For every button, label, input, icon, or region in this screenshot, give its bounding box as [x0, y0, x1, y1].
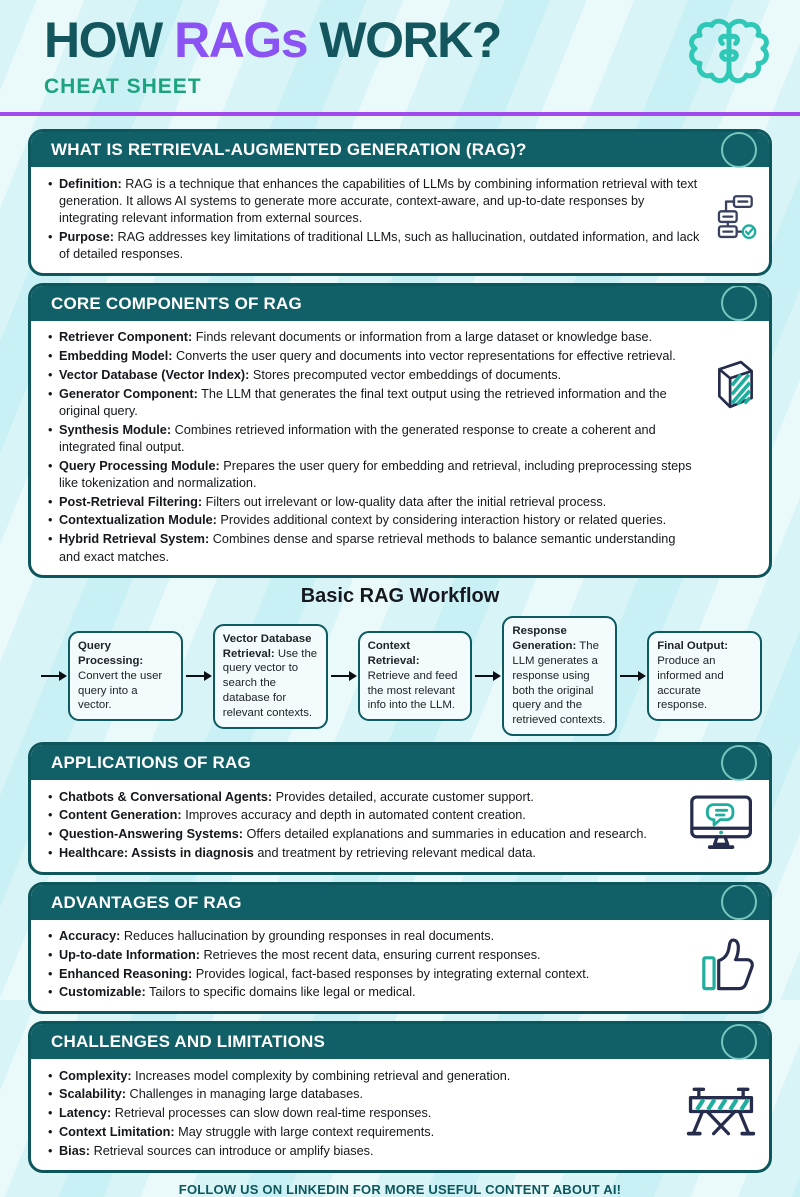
arrow-right-icon	[41, 675, 65, 677]
step-label: Response Generation:	[512, 625, 577, 653]
bullet-item	[59, 807, 665, 824]
bullet-text: Combines retrieved information with the generated response to create a coherent and integrated final output.	[59, 422, 656, 454]
bullet-label: Embedding Model:	[59, 349, 173, 364]
bullet-label: Scalability:	[59, 1087, 126, 1102]
bullet-item	[59, 422, 699, 457]
bullet-label: Chatbots & Conversational Agents:	[59, 789, 273, 804]
bullet-label: Query Processing Module:	[59, 458, 220, 473]
step-text: Convert the user query into a vector.	[78, 669, 163, 712]
bullet-list	[43, 329, 699, 565]
bullet-label: Bias:	[59, 1143, 91, 1158]
bullet-label: Enhanced Reasoning:	[59, 966, 193, 981]
bullet-item	[59, 512, 699, 529]
bullet-item	[59, 789, 665, 806]
section-header	[31, 885, 769, 920]
section-header	[31, 132, 769, 167]
bullet-text: Provides logical, fact-based responses by integrating external context.	[195, 966, 590, 981]
bullet-label: Generator Component:	[59, 386, 198, 401]
bullet-item	[59, 1143, 665, 1160]
bullet-list	[43, 928, 665, 1002]
bullet-text: Tailors to specific domains like legal or medical.	[149, 985, 416, 1000]
bullet-label: Retriever Component:	[59, 330, 193, 345]
bullet-item	[59, 329, 699, 346]
bullet-text: Increases model complexity by combining retrieval and generation.	[135, 1068, 511, 1083]
section-body	[31, 167, 769, 273]
thumbs-up-icon	[701, 932, 757, 999]
decorative-circle	[721, 884, 757, 920]
main-content	[0, 116, 800, 1197]
bullet-item	[59, 531, 699, 566]
decorative-circle	[721, 132, 757, 168]
bullet-label: Healthcare: Assists in diagnosis	[59, 845, 254, 860]
bullet-text: May struggle with large context requirements.	[178, 1125, 435, 1139]
section-title: CORE COMPONENTS OF RAG	[51, 293, 302, 313]
step-label: Vector Database Retrieval:	[222, 632, 312, 660]
bullet-text: Retrieval processes can slow down real-time responses.	[114, 1106, 432, 1121]
bullet-text: Stores precomputed vector embeddings of documents.	[252, 367, 562, 382]
bullet-label: Definition:	[59, 176, 122, 191]
bullet-text: Reduces hallucination by grounding responses in real documents.	[123, 929, 495, 944]
workflow-diagram	[28, 585, 772, 736]
bullet-text: Retrieval sources can introduce or amplify biases.	[93, 1143, 374, 1158]
section-title: APPLICATIONS OF RAG	[51, 753, 251, 773]
section-body	[31, 1059, 769, 1169]
workflow-step	[647, 631, 762, 721]
bullet-label: Up-to-date Information:	[59, 947, 200, 962]
bullet-item	[59, 367, 699, 384]
arrow-right-icon	[331, 675, 355, 677]
bullet-label: Post-Retrieval Filtering:	[59, 494, 203, 509]
bullet-item	[59, 494, 699, 511]
section-applications	[28, 742, 772, 875]
bullet-label: Content Generation:	[59, 808, 182, 823]
bullet-label: Contextualization Module:	[59, 513, 217, 528]
section-challenges	[28, 1021, 772, 1172]
step-text: The LLM generates a response using both the original query and the retrieved contexts.	[512, 640, 606, 727]
workflow-step	[358, 631, 473, 721]
bullet-item	[59, 845, 665, 862]
page-title	[44, 14, 760, 66]
bullet-text: Filters out irrelevant or low-quality data after the initial retrieval process.	[205, 494, 607, 509]
bullet-text: Combines dense and sparse retrieval methods to balance semantic understanding and exact matches.	[59, 532, 676, 564]
cube-icon	[705, 356, 757, 417]
section-core-components	[28, 283, 772, 578]
bullet-list	[43, 1068, 665, 1160]
workflow-step	[213, 624, 328, 729]
step-text: Retrieve and feed the most relevant info into the LLM.	[367, 669, 458, 712]
bullet-text: Improves accuracy and depth in automated content creation.	[185, 808, 526, 823]
section-what-is-rag	[28, 129, 772, 276]
workflow-steps	[28, 616, 772, 736]
bullet-item	[59, 928, 665, 945]
header	[0, 0, 800, 99]
workflow-title: Basic RAG Workflow	[300, 585, 500, 608]
step-text: Produce an informed and accurate response.	[657, 654, 724, 712]
bullet-item	[59, 1068, 665, 1085]
bullet-text: Prepares the user query for embedding and retrieval, including preprocessing steps like tokenization and normalization.	[59, 458, 692, 490]
decorative-circle	[721, 285, 757, 321]
bullet-label: Complexity:	[59, 1068, 132, 1083]
title-part1: HOW	[44, 12, 175, 68]
section-header	[31, 286, 769, 321]
bullet-item	[59, 458, 699, 493]
bullet-item	[59, 947, 665, 964]
bullet-label: Hybrid Retrieval System:	[59, 532, 210, 547]
arrow-right-icon	[186, 675, 210, 677]
bullet-label: Latency:	[59, 1106, 112, 1121]
bullet-label: Accuracy:	[59, 929, 121, 944]
decorative-circle	[721, 1024, 757, 1060]
arrow-right-icon	[620, 675, 644, 677]
step-label: Context Retrieval:	[367, 640, 420, 667]
section-title: CHALLENGES AND LIMITATIONS	[51, 1032, 326, 1052]
section-header	[31, 745, 769, 780]
workflow-check-icon	[711, 193, 757, 246]
step-label: Query Processing:	[78, 640, 144, 667]
bullet-item	[59, 229, 707, 264]
bullet-label: Vector Database (Vector Index):	[59, 367, 250, 382]
section-body	[31, 780, 769, 872]
monitor-chat-icon	[689, 793, 757, 858]
bullet-text: Provides additional context by considering interaction history or related queries.	[220, 513, 667, 528]
bullet-item	[59, 826, 665, 843]
bullet-text: Provides detailed, accurate customer support.	[275, 789, 534, 804]
bullet-item	[59, 348, 699, 365]
brain-icon	[686, 14, 772, 93]
section-title: WHAT IS RETRIEVAL-AUGMENTED GENERATION (RAG)?	[51, 140, 527, 159]
decorative-circle	[721, 745, 757, 781]
bullet-text: Retrieves the most recent data, ensuring current responses.	[203, 947, 541, 962]
bullet-item	[59, 176, 707, 228]
bullet-list	[43, 176, 707, 264]
bullet-item	[59, 1124, 665, 1141]
bullet-text: Converts the user query and documents into vector representations for effective retrieval.	[176, 349, 676, 364]
bullet-label: Purpose:	[59, 229, 114, 244]
bullet-item	[59, 1105, 665, 1122]
bullet-item	[59, 1086, 665, 1103]
bullet-text: and treatment by retrieving relevant medical data.	[257, 845, 536, 860]
page-subtitle: CHEAT SHEET	[44, 75, 202, 98]
bullet-list	[43, 789, 665, 863]
bullet-text: RAG is a technique that enhances the capabilities of LLMs by combining information retrieval with text generation. It allows AI systems to generate more accurate, context-aware, and up-to-date responses by integrating relevant information from external sources.	[59, 176, 698, 226]
bullet-item	[59, 966, 665, 983]
bullet-label: Question-Answering Systems:	[59, 827, 244, 842]
bullet-text: Challenges in managing large databases.	[129, 1087, 363, 1102]
bullet-text: RAG addresses key limitations of traditional LLMs, such as hallucination, outdated information, and lack of detailed responses.	[59, 229, 700, 262]
arrow-right-icon	[475, 675, 499, 677]
bullet-label: Synthesis Module:	[59, 422, 172, 437]
bullet-item	[59, 984, 665, 1001]
bullet-text: The LLM that generates the final text output using the retrieved information and the original query.	[59, 386, 667, 418]
section-body	[31, 920, 769, 1012]
title-part2: WORK?	[307, 12, 501, 68]
barrier-icon	[685, 1083, 757, 1146]
step-label: Final Output:	[657, 640, 729, 653]
section-body	[31, 321, 769, 575]
section-title: ADVANTAGES OF RAG	[51, 892, 242, 912]
bullet-label: Context Limitation:	[59, 1125, 175, 1139]
title-highlight: RAGs	[174, 12, 308, 68]
bullet-text: Offers detailed explanations and summaries in education and research.	[246, 827, 647, 842]
section-header	[31, 1024, 769, 1059]
step-text: Use the query vector to search the database for relevant contexts.	[222, 647, 318, 719]
bullet-item	[59, 386, 699, 421]
workflow-step	[68, 631, 183, 721]
bullet-label: Customizable:	[59, 985, 146, 1000]
bullet-text: Finds relevant documents or information from a large dataset or knowledge base.	[195, 330, 653, 345]
workflow-step	[502, 616, 617, 736]
footer-text: FOLLOW US ON LINKEDIN FOR MORE USEFUL CONTENT ABOUT AI!	[178, 1181, 622, 1197]
section-advantages	[28, 882, 772, 1015]
